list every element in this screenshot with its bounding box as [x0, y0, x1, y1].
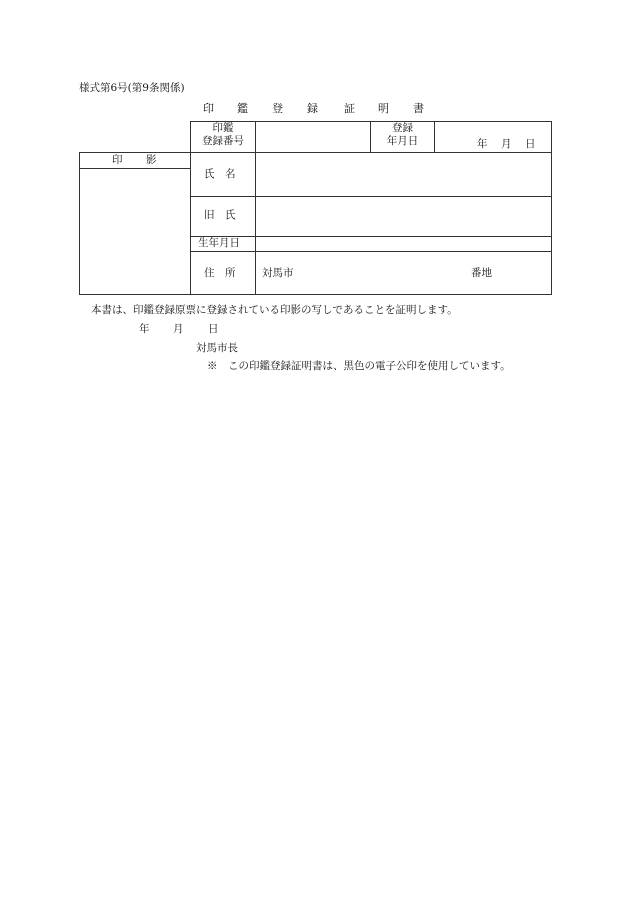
issue-date-day: 日 [208, 323, 219, 335]
issue-date-month: 月 [173, 323, 184, 335]
reg-date-year: 年 [477, 138, 488, 150]
former-name-value [256, 197, 551, 236]
page-title [0, 100, 630, 116]
issuer-name: 対馬市長 [196, 342, 238, 354]
address-suffix: 番地 [471, 267, 492, 279]
seal-image-label: 印 [112, 154, 123, 166]
table-line [190, 251, 552, 252]
form-label: 様式第6号(第9条関係) [79, 82, 185, 94]
address-label: 住 所 [204, 267, 236, 279]
reg-date-day: 日 [525, 138, 536, 150]
former-name-label: 旧 氏 [204, 209, 236, 221]
title-char: 登 [272, 102, 283, 115]
name-label: 氏 名 [204, 168, 236, 180]
title-char: 印 [203, 102, 214, 115]
birth-date-value [256, 237, 551, 251]
seal-note: ※ この印鑑登録証明書は、黒色の電子公印を使用しています。 [207, 360, 511, 372]
table-line [551, 121, 552, 295]
title-char: 明 [378, 102, 389, 115]
title-char: 録 [307, 102, 318, 115]
name-value [256, 153, 551, 196]
title-char: 証 [344, 102, 355, 115]
title-char: 鑑 [237, 102, 248, 115]
title-char: 書 [413, 102, 424, 115]
table-line [79, 294, 552, 295]
certification-text: 本書は、印鑑登録原票に登録されている印影の写しであることを証明します。 [91, 304, 458, 316]
seal-image-label: 影 [146, 154, 157, 166]
birth-date-label: 生年月日 [198, 237, 240, 249]
seal-image-area [80, 169, 190, 294]
reg-date-label: 登録 年月日 [386, 122, 419, 148]
reg-date-month: 月 [501, 138, 512, 150]
reg-no-label: 印鑑 登録番号 [202, 122, 244, 148]
issue-date-year: 年 [139, 323, 150, 335]
address-city: 対馬市 [262, 267, 294, 279]
